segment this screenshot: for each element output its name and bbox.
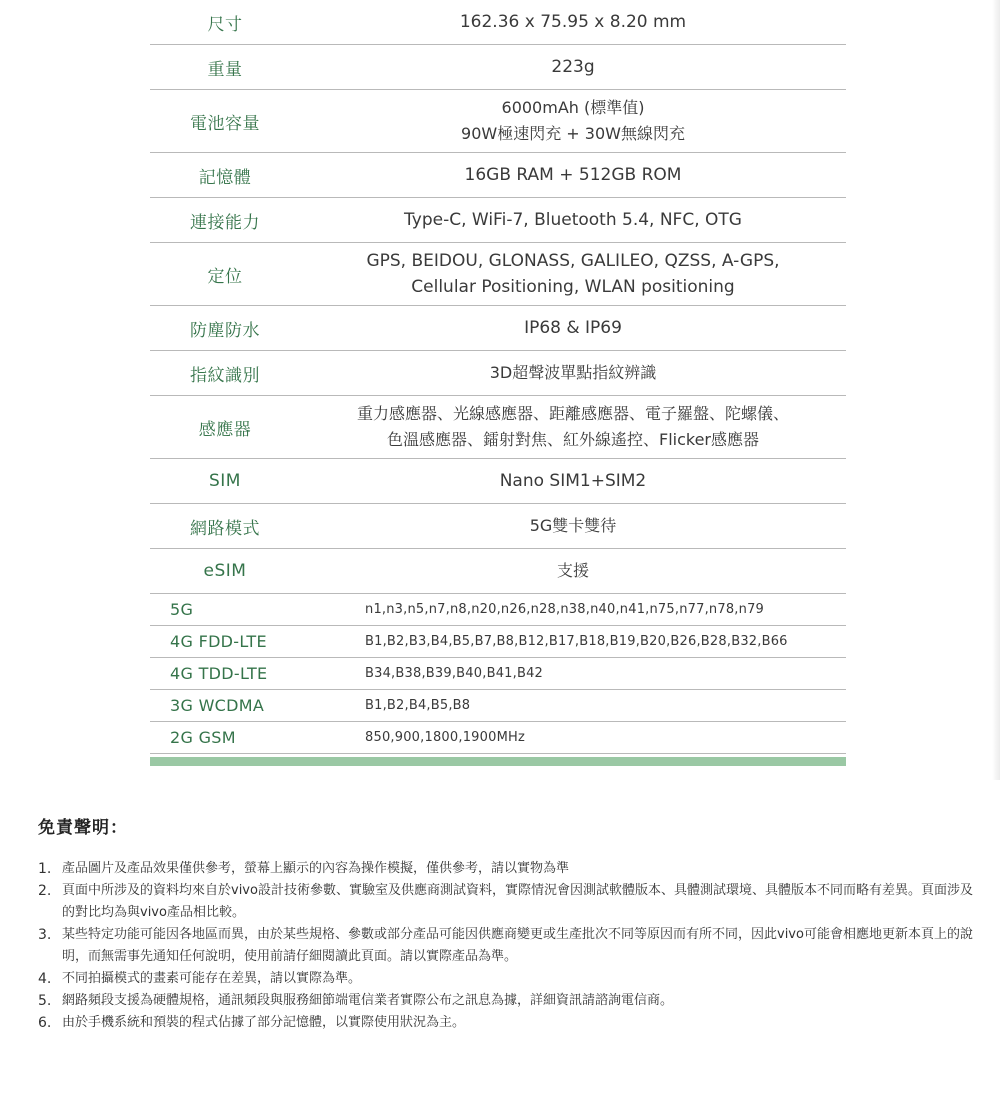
spec-label: 電池容量 — [190, 113, 260, 134]
spec-value: Nano SIM1+SIM2 — [499, 471, 647, 491]
band-row-2g — [150, 722, 846, 754]
disclaimer-item: 3. 某些特定功能可能因各地區而異，由於某些規格、參數或部分產品可能因供應商變更或生產批次不同等原因而有所不同，因此vivo可能會相應地更新本頁上的說明，而無需事先通知任何說明，使用前請仔細閱讀此頁面。請以實際產品為準。 — [38, 927, 973, 964]
disclaimer-item: 6. 由於手機系統和預裝的程式佔據了部分記憶體，以實際使用狀況為主。 — [38, 1015, 466, 1031]
spec-value: 6000mAh (標準值) 90W極速閃充 + 30W無線閃充 — [461, 98, 685, 143]
spec-value: 3D超聲波單點指紋辨識 — [489, 363, 657, 382]
spec-value: 223g — [551, 57, 595, 77]
page-edge-shadow — [992, 0, 1000, 780]
spec-value: 16GB RAM + 512GB ROM — [464, 165, 682, 185]
spec-label: 網路模式 — [190, 518, 260, 539]
disclaimer-section — [38, 813, 978, 1034]
spec-value: Type-C, WiFi-7, Bluetooth 5.4, NFC, OTG — [404, 210, 742, 230]
disclaimer-item: 4. 不同拍攝模式的畫素可能存在差異，請以實際為準。 — [38, 971, 362, 987]
band-value: 850,900,1800,1900MHz — [365, 730, 526, 745]
disclaimer-list — [38, 858, 978, 1034]
disclaimer-item: 5. 網路頻段支援為硬體規格，通訊頻段與服務細節端電信業者實際公布之訊息為據，詳細資訊請諮詢電信商。 — [38, 993, 674, 1009]
spec-row-network-mode — [150, 504, 846, 549]
disclaimer-item: 2. 頁面中所涉及的資料均來自於vivo設計技術參數、實驗室及供應商測試資料，實際情況會因測試軟體版本、具體測試環境、具體版本不同而略有差異。頁面涉及的對比均為與vivo產品相比較。 — [38, 883, 973, 920]
spec-row-esim — [150, 549, 846, 594]
spec-value: 支援 — [556, 561, 589, 580]
band-label: 5G — [170, 600, 194, 619]
disclaimer-title: 免責聲明： — [38, 818, 128, 838]
band-label: 2G GSM — [170, 728, 236, 747]
table-end-bar — [150, 757, 846, 766]
band-value: B34,B38,B39,B40,B41,B42 — [365, 666, 544, 681]
spec-row-sensors — [150, 396, 846, 459]
spec-row-connectivity — [150, 198, 846, 243]
spec-value: 5G雙卡雙待 — [529, 516, 617, 535]
spec-row-positioning — [150, 243, 846, 306]
spec-label: eSIM — [203, 561, 247, 581]
spec-label: 防塵防水 — [190, 320, 260, 341]
spec-row-water-resistance — [150, 306, 846, 351]
spec-label: 感應器 — [198, 419, 252, 440]
spec-label: SIM — [209, 471, 241, 491]
spec-row-memory — [150, 153, 846, 198]
spec-value: 重力感應器、光線感應器、距離感應器、電子羅盤、陀螺儀、 色溫感應器、鐳射對焦、紅外線遙控、Flicker感應器 — [356, 404, 789, 449]
band-row-5g — [150, 594, 846, 626]
disclaimer-item: 1. 產品圖片及產品效果僅供參考，螢幕上顯示的內容為操作模擬，僅供參考，請以實物為準 — [38, 861, 570, 877]
band-row-3g — [150, 690, 846, 722]
spec-row-weight — [150, 45, 846, 90]
band-label: 4G TDD-LTE — [170, 664, 268, 683]
spec-row-size — [150, 0, 846, 45]
spec-label: 連接能力 — [190, 212, 260, 233]
band-row-4g-fdd — [150, 626, 846, 658]
spec-label: 記憶體 — [198, 167, 252, 188]
spec-value: 162.36 x 75.95 x 8.20 mm — [459, 12, 687, 32]
spec-label: 尺寸 — [207, 14, 243, 35]
spec-label: 指紋識別 — [190, 365, 260, 386]
spec-label: 定位 — [207, 266, 243, 287]
band-label: 3G WCDMA — [170, 696, 265, 715]
spec-row-fingerprint — [150, 351, 846, 396]
band-value: n1,n3,n5,n7,n8,n20,n26,n28,n38,n40,n41,n75,n77,n78,n79 — [365, 602, 765, 617]
spec-row-sim — [150, 459, 846, 504]
band-value: B1,B2,B4,B5,B8 — [365, 698, 471, 713]
spec-value: GPS, BEIDOU, GLONASS, GALILEO, QZSS, A-GPS, Cellular Positioning, WLAN positioning — [366, 251, 780, 297]
spec-row-battery — [150, 90, 846, 153]
spec-table — [150, 0, 846, 766]
band-value: B1,B2,B3,B4,B5,B7,B8,B12,B17,B18,B19,B20,B26,B28,B32,B66 — [365, 634, 788, 649]
band-row-4g-tdd — [150, 658, 846, 690]
spec-value: IP68 & IP69 — [524, 318, 622, 338]
band-label: 4G FDD-LTE — [170, 632, 267, 651]
spec-label: 重量 — [207, 59, 243, 80]
